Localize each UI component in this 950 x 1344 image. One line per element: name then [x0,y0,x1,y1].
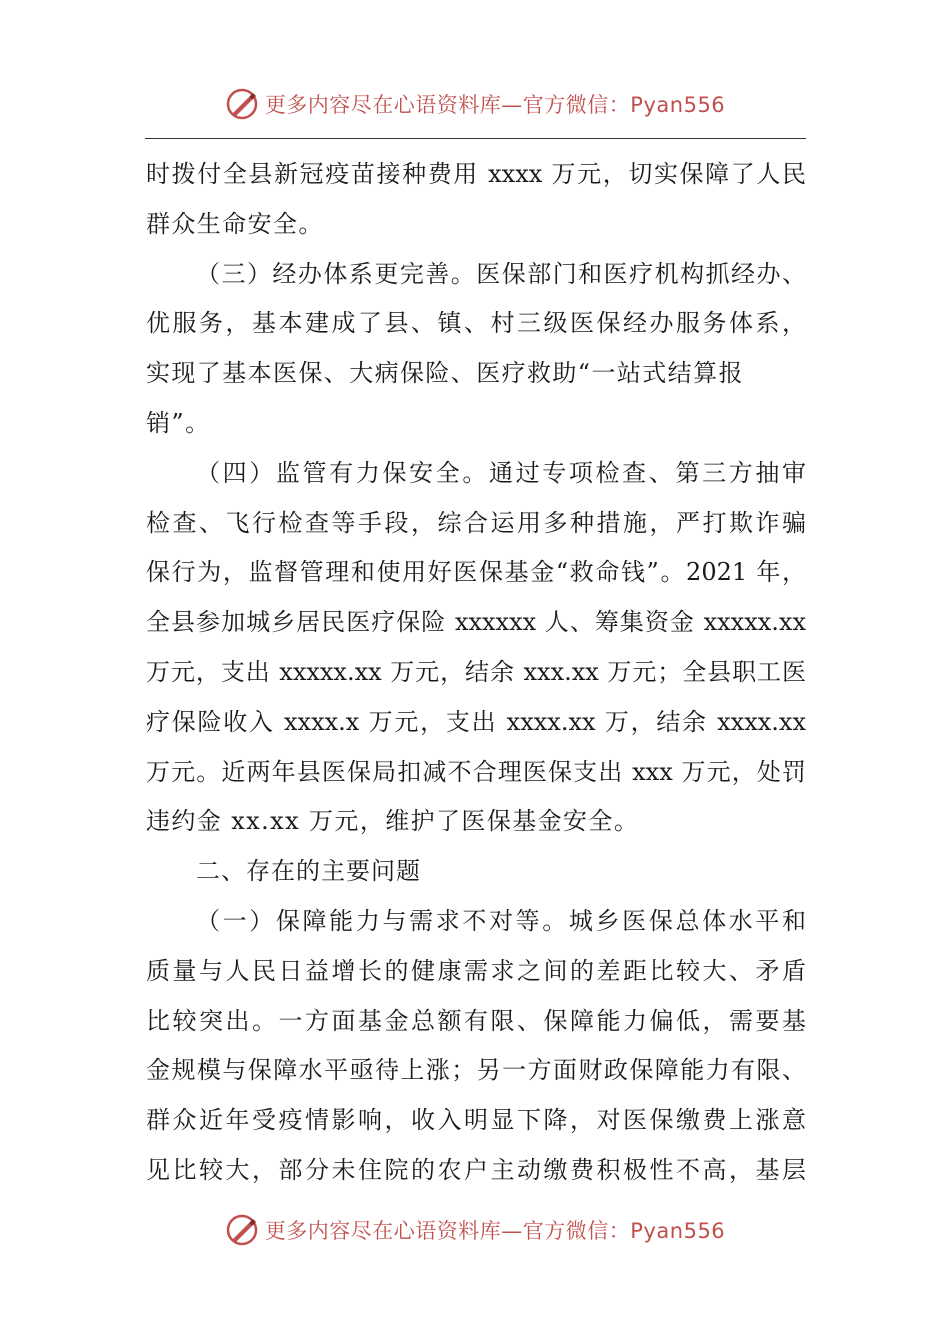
section-heading: 二、存在的主要问题 [196,857,421,886]
paragraph-line: 万元。近两年县医保局扣减不合理医保支出 xxx 万元，处罚 [146,757,806,786]
paragraph-line: 保行为，监督管理和使用好医保基金“救命钱”。2021 年， [146,558,806,587]
paragraph-line: 万元，支出 xxxxx.xx 万元，结余 xxx.xx 万元；全县职工医 [146,657,806,686]
footer-watermark [0,1210,950,1250]
pen-logo-icon [225,1213,259,1247]
paragraph-line: 疗保险收入 xxxx.x 万元，支出 xxxx.xx 万，结余 xxxx.xx [146,707,806,736]
paragraph-line: 违约金 xx.xx 万元，维护了医保基金安全。 [146,807,640,836]
paragraph-line: 金规模与保障水平亟待上涨；另一方面财政保障能力有限、 [146,1056,806,1085]
paragraph-line: 质量与人民日益增长的健康需求之间的差距比较大、矛盾 [146,956,806,985]
paragraph-line: 群众近年受疫情影响，收入明显下降，对医保缴费上涨意 [146,1106,806,1135]
paragraph-line: 优服务，基本建成了县、镇、村三级医保经办服务体系， [146,309,806,338]
header-divider [145,138,806,139]
header-watermark [0,84,950,124]
paragraph-line: 销”。 [146,408,211,437]
watermark-text: 更多内容尽在心语资料库—官方微信：Pyan556 [264,93,726,117]
paragraph-line: （四）监管有力保安全。通过专项检查、第三方抽审 [196,458,806,487]
paragraph-line: 实现了基本医保、大病保险、医疗救助“一站式结算报 [146,359,744,388]
paragraph-line: （三）经办体系更完善。医保部门和医疗机构抓经办、 [196,259,806,288]
watermark-text: 更多内容尽在心语资料库—官方微信：Pyan556 [264,1219,726,1243]
paragraph-line: 见比较大，部分未住院的农户主动缴费积极性不高，基层 [146,1155,806,1184]
paragraph-line: 群众生命安全。 [146,209,324,238]
pen-logo-icon [225,87,259,121]
paragraph-line: 比较突出。一方面基金总额有限、保障能力偏低，需要基 [146,1006,806,1035]
paragraph-line: 时拨付全县新冠疫苗接种费用 xxxx 万元，切实保障了人民 [146,160,806,188]
paragraph-line: 检查、飞行检查等手段，综合运用多种措施，严打欺诈骗 [146,508,806,537]
document-body [146,150,806,1196]
paragraph-line: （一）保障能力与需求不对等。城乡医保总体水平和 [196,906,806,935]
paragraph-line: 全县参加城乡居民医疗保险 xxxxxx 人、筹集资金 xxxxx.xx [146,608,806,637]
